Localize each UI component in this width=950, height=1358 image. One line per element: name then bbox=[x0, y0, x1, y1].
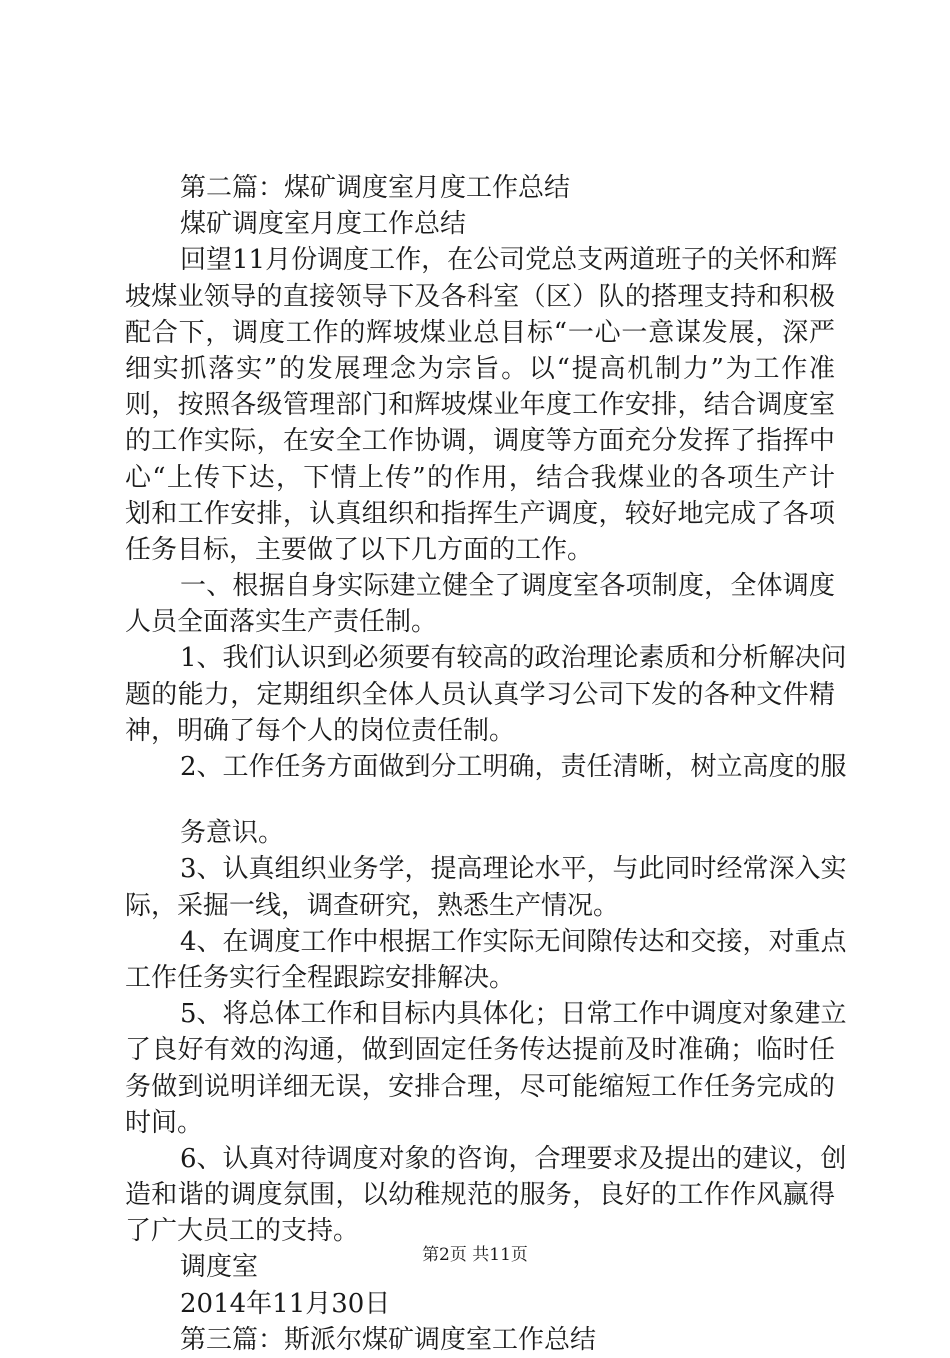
signature-date: 2014年11月30日 bbox=[180, 1288, 391, 1319]
paragraph-line: 一、根据自身实际建立健全了调度室各项制度，全体调度 bbox=[180, 571, 835, 602]
paragraph-line: 划和工作安排，认真组织和指挥生产调度，较好地完成了各项 bbox=[125, 498, 835, 529]
list-item-line: 了良好有效的沟通，做到固定任务传达提前及时准确；临时任 bbox=[125, 1035, 835, 1066]
next-section-heading: 第三篇：斯派尔煤矿调度室工作总结 bbox=[180, 1324, 597, 1355]
list-item-line: 了广大员工的支持。 bbox=[125, 1216, 360, 1247]
paragraph-line: 则，按照各级管理部门和辉坡煤业年度工作安排，结合调度室 bbox=[125, 390, 835, 421]
list-item-line: 4、在调度工作中根据工作实际无间隙传达和交接，对重点 bbox=[180, 926, 847, 957]
list-item-line: 时间。 bbox=[125, 1107, 204, 1138]
list-item-line: 2、工作任务方面做到分工明确，责任清晰，树立高度的服 bbox=[180, 752, 847, 782]
paragraph-line: 回望11月份调度工作，在公司党总支两道班子的关怀和辉 bbox=[180, 245, 838, 276]
signature-department: 调度室 bbox=[180, 1252, 259, 1283]
paragraph-line: 心“上传下达，下情上传”的作用，结合我煤业的各项生产计 bbox=[125, 462, 835, 493]
list-item-line: 造和谐的调度氛围，以幼稚规范的服务，良好的工作作风赢得 bbox=[125, 1180, 835, 1211]
section-heading: 第二篇：煤矿调度室月度工作总结 bbox=[180, 173, 571, 203]
list-item-line: 题的能力，定期组织全体人员认真学习公司下发的各种文件精 bbox=[125, 679, 835, 710]
list-item-line: 神，明确了每个人的岗位责任制。 bbox=[125, 715, 516, 746]
paragraph-line: 任务目标，主要做了以下几方面的工作。 bbox=[125, 534, 594, 565]
page-break-gap bbox=[125, 785, 835, 815]
list-item-line: 务意识。 bbox=[180, 818, 285, 849]
document-title: 煤矿调度室月度工作总结 bbox=[180, 209, 467, 240]
paragraph-line: 坡煤业领导的直接领导下及各科室（区）队的搭理支持和积极 bbox=[125, 281, 835, 312]
list-item-line: 1、我们认识到必须要有较高的政治理论素质和分析解决问 bbox=[180, 643, 847, 674]
paragraph-line: 细实抓落实”的发展理念为宗旨。以“提高机制力”为工作准 bbox=[125, 353, 835, 384]
list-item-line: 际，采掘一线，调查研究，熟悉生产情况。 bbox=[125, 890, 620, 921]
list-item-line: 3、认真组织业务学，提高理论水平，与此同时经常深入实 bbox=[180, 854, 847, 885]
document-body bbox=[125, 170, 847, 1358]
list-item-line: 5、将总体工作和目标内具体化；日常工作中调度对象建立 bbox=[180, 999, 847, 1030]
paragraph-line: 配合下，调度工作的辉坡煤业总目标“一心一意谋发展，深严 bbox=[125, 317, 835, 348]
paragraph-line: 的工作实际，在安全工作协调，调度等方面充分发挥了指挥中 bbox=[125, 426, 835, 457]
paragraph-line: 人员全面落实生产责任制。 bbox=[125, 607, 438, 638]
list-item-line: 6、认真对待调度对象的咨询，合理要求及提出的建议，创 bbox=[180, 1143, 847, 1174]
list-item-line: 工作任务实行全程跟踪安排解决。 bbox=[125, 962, 516, 993]
list-item-line: 务做到说明详细无误，安排合理，尽可能缩短工作任务完成的 bbox=[125, 1071, 835, 1102]
page-number-footer: 第2页 共11页 bbox=[422, 1245, 528, 1265]
